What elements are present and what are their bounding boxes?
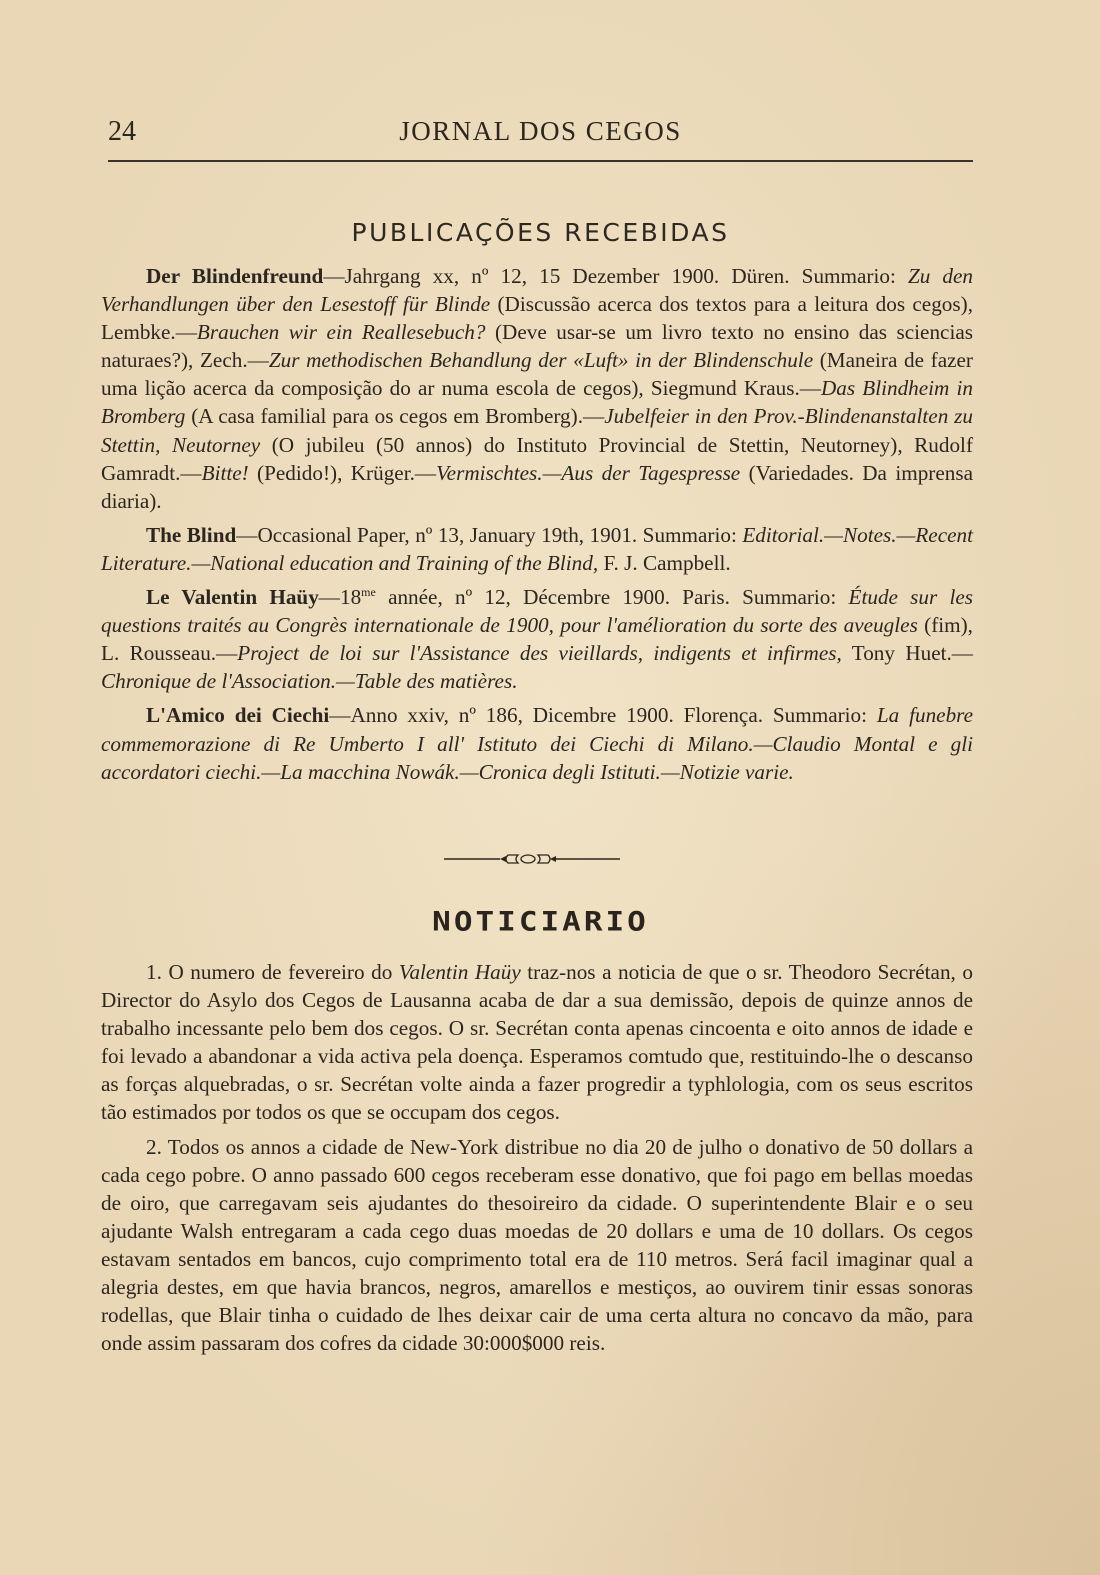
entry-text: (Maneira de fazer uma lição acerca da composição do ar numa escola de cegos), Siegmund Kraus.— [101,348,973,401]
italic-title-text: Editorial.—Notes.—Recent Literature.—National education and Training of the Blind, [101,522,973,575]
entry-text: (fim), L. Rousseau.— [101,613,973,666]
publications-title: PUBLICAÇÕES RECEBIDAS [351,218,730,247]
italic-title-text: Vermischtes.—Aus der Tagespresse [436,460,741,485]
entry-text: me [361,584,376,599]
journal-title: JORNAL DOS CEGOS [399,116,682,146]
scroll-ornament-icon [444,852,620,866]
italic-title-text: Jubelfeier in den Prov.-Blindenanstalten zu Stettin, Neutorney [101,404,973,457]
entry-text: (O jubileu (50 annos) do Instituto Provincial de Stettin, Neutorney), Rudolf Gamradt.— [101,432,973,485]
entry-text: —Jahrgang xx, nº 12, 15 Dezember 1900. Düren. Summario: [323,264,908,288]
publication-entry [101,262,973,515]
publication-entry [101,701,973,785]
publication-name: Le Valentin Haüy [146,585,319,610]
italic-title-text: Valentin Haüy [398,960,521,984]
header-rule [108,160,973,162]
publication-name: The Blind [146,522,237,547]
italic-title-text: Das Blindheim in Bromberg [101,376,973,429]
entry-text: 2. Todos os annos a cidade de New-York distribue no dia 20 de julho o donativo de 50 dollars a cada cego pobre. O anno passado 600 cegos receberam esse donativo, que foi pago em bellas moedas de oiro, que carregavam seis ajudantes do thesoireiro da cidade. O superintendente Blair e o seu ajudante Walsh entregaram a cada cego duas moedas de 20 dollars e uma de 10 dollars. Os cegos estavam sentados em bancos, cujo comprimento total era de 110 metros. Será facil imaginar qual a alegria destes, em que havia brancos, negros, amarellos e mestiços, ao ouvirem tinir essas sonoras rodellas, que Blair tinha o cuidado de lhes deixar cair de uma certa altura no concavo da mão, para onde assim passaram dos cofres da cidade 30:000$000 reis. [101,1134,973,1356]
entry-text: —18 [318,585,362,610]
italic-title-text: Zur methodischen Behandlung der «Luft» in der Blindenschule [268,348,814,373]
entry-text: (Deve usar-se um livro texto no ensino das sciencias naturaes?), Zech.— [101,320,973,373]
entry-text: année, nº 12, Décembre 1900. Paris. Summario: [375,585,849,610]
italic-title-text: Project de loi sur l'Assistance des vieillards, indigents et infirmes, [237,641,842,666]
publication-name: Der Blindenfreund [146,264,324,288]
noticiario-title [108,904,973,940]
entry-text: (Discussão acerca dos textos para a leitura dos cegos), Lembke.— [101,292,973,345]
entry-text: Tony Huet.— [841,641,973,666]
entry-text: (A casa familial para os cegos em Bromberg).— [185,404,605,429]
noticiario-title-text: NOTICIARIO [432,906,649,938]
entry-text: 1. O numero de fevereiro do [146,960,399,984]
page-number: 24 [108,116,136,147]
italic-title-text: Bitte! [201,460,249,485]
publication-name: L'Amico dei Ciechi [146,703,330,728]
entry-text: traz-nos a noticia de que o sr. Theodoro Secrétan, o Director do Asylo dos Cegos de Lausanna acaba de dar a sua demissão, depois de quinze annos de trabalho incessante pelo bem dos cegos. O sr. Secrétan conta apenas cincoenta e oito annos de idade e foi levado a abandonar a vida activa pela doença. Esperamos comtudo que, restituindo-lhe o descanso as forças alquebradas, o sr. Secrétan volte ainda a fazer progredir a typhlologia, com os seus escritos tão estimados por todos os que se occupam dos cegos. [101,960,973,1125]
italic-title-text: Chronique de l'Association.—Table des matières. [101,669,518,694]
entry-text: F. J. Campbell. [598,550,731,575]
noticiario-list [101,958,973,1363]
entry-text: —Occasional Paper, nº 13, January 19th, 1901. Summario: [236,522,743,547]
news-item [101,958,973,1127]
entry-text: —Anno xxiv, nº 186, Dicembre 1900. Florença. Summario: [329,703,877,728]
publication-entry [101,521,973,577]
italic-title-text: Étude sur les questions traités au Congrès internationale de 1900, pour l'amélioration du sorte des aveugles [101,585,973,638]
entry-text: (Pedido!), Krüger.— [248,460,437,485]
news-item [101,1133,973,1358]
italic-title-text: Brauchen wir ein Reallesebuch? [196,320,486,345]
italic-title-text: La funebre commemorazione di Re Umberto I all' Istituto dei Ciechi di Milano.—Claudio Montal e gli accordatori ciechi.—La macchina Nowák.—Cronica degli Istituti.—Notizie varie. [101,703,974,784]
publications-list [101,262,973,792]
entry-text: (Variedades. Da imprensa diaria). [101,460,973,513]
running-header [108,116,973,150]
publication-entry [101,583,973,695]
italic-title-text: Zu den Verhandlungen über den Lesestoff für Blinde [101,264,974,317]
